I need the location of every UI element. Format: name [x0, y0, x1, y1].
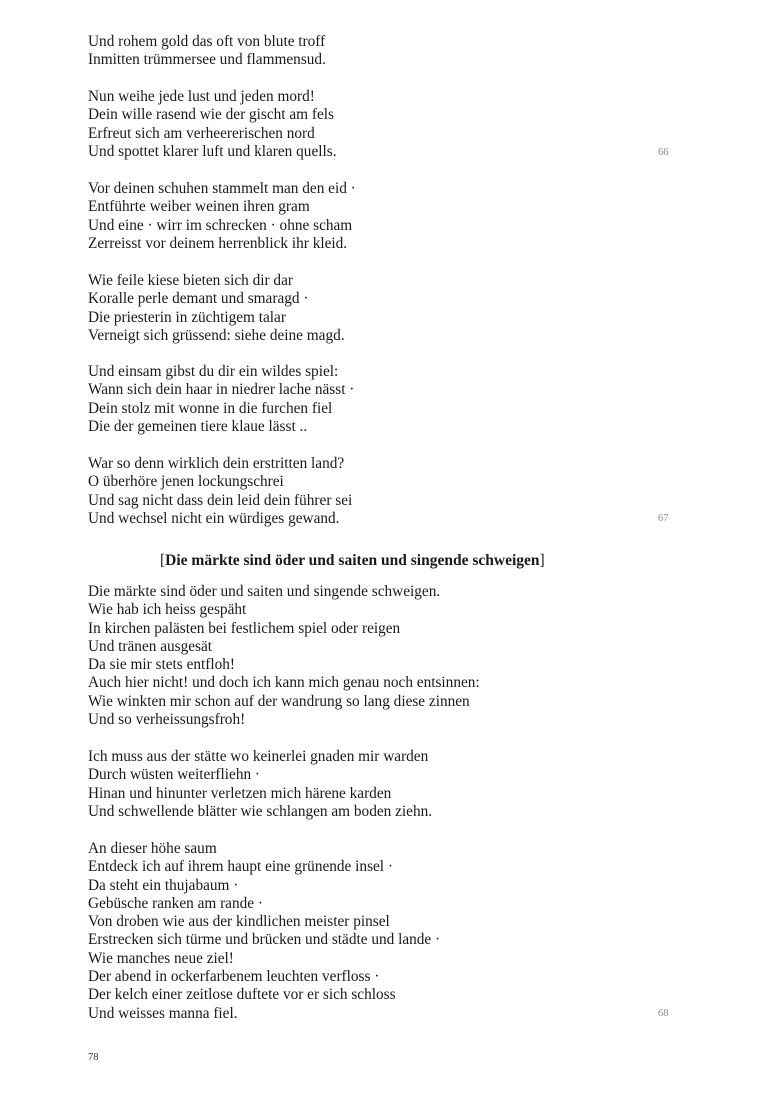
verse-line: Der abend in ockerfarbenem leuchten verfloss ·	[88, 968, 380, 986]
verse-line: Die der gemeinen tiere klaue lässt ..	[88, 417, 308, 435]
verse-line: Und so verheissungsfroh!	[88, 711, 246, 729]
verse-line: War so denn wirklich dein erstritten land?	[88, 455, 345, 472]
title-bracket-open: [	[160, 552, 166, 569]
verse-line: Und spottet klarer luft und klaren quells.	[88, 142, 337, 160]
verse-line: Wie feile kiese bieten sich dir dar	[88, 272, 293, 289]
title-bracket-close: ]	[539, 552, 545, 569]
verse-line: Nun weihe jede lust und jeden mord!	[88, 88, 315, 105]
verse-line: An dieser höhe saum	[88, 840, 217, 857]
margin-line-number: 67	[658, 513, 669, 524]
page-number: 78	[88, 1052, 99, 1063]
stanza	[88, 748, 432, 821]
verse-line: Wie winkten mir schon auf der wandrung so lang diese zinnen	[88, 692, 470, 710]
verse-line: Und einsam gibst du dir ein wildes spiel:	[88, 363, 339, 380]
verse-line: Und wechsel nicht ein würdiges gewand.	[88, 509, 340, 527]
verse-line: Verneigt sich grüssend: siehe deine magd.	[88, 326, 345, 344]
margin-line-number: 68	[658, 1008, 669, 1019]
stanza	[88, 88, 337, 161]
stanza	[88, 272, 345, 345]
verse-line: Die priesterin in züchtigem talar	[88, 308, 286, 326]
verse-line: Hinan und hinunter verletzen mich härene karden	[88, 784, 392, 802]
verse-line: Entführte weiber weinen ihren gram	[88, 198, 310, 216]
verse-line: Die märkte sind öder und saiten und singende schweigen.	[88, 583, 441, 600]
verse-line: Der kelch einer zeitlose duftete vor er sich schloss	[88, 986, 396, 1004]
verse-line: Durch wüsten weiterfliehn ·	[88, 766, 261, 784]
margin-line-number: 66	[658, 147, 669, 158]
stanza	[88, 180, 356, 253]
stanza	[88, 840, 440, 1023]
verse-line: O überhöre jenen lockungschrei	[88, 473, 284, 491]
verse-line: Wie hab ich heiss gespäht	[88, 601, 247, 619]
verse-line: Von droben wie aus der kindlichen meister pinsel	[88, 913, 390, 931]
stanza	[88, 583, 480, 729]
verse-line: Dein wille rasend wie der gischt am fels	[88, 106, 334, 124]
stanza	[88, 455, 352, 528]
verse-line: In kirchen palästen bei festlichem spiel oder reigen	[88, 619, 401, 637]
verse-line: Gebüsche ranken am rande ·	[88, 894, 263, 912]
verse-line: Dein stolz mit wonne in die furchen fiel	[88, 399, 333, 417]
verse-line: Vor deinen schuhen stammelt man den eid ·	[88, 180, 356, 197]
verse-line: Ich muss aus der stätte wo keinerlei gnaden mir warden	[88, 748, 429, 765]
verse-line: Und sag nicht dass dein leid dein führer sei	[88, 491, 353, 509]
verse-line: Wie manches neue ziel!	[88, 949, 234, 967]
verse-line: Und rohem gold das oft von blute troff	[88, 33, 326, 50]
verse-line: Und schwellende blätter wie schlangen am boden ziehn.	[88, 802, 433, 820]
verse-line: Da steht ein thujabaum ·	[88, 876, 239, 894]
stanza	[88, 363, 354, 436]
verse-line: Koralle perle demant und smaragd ·	[88, 290, 309, 308]
verse-line: Und eine · wirr im schrecken · ohne scham	[88, 216, 353, 234]
title-text: Die märkte sind öder und saiten und singende schweigen	[165, 552, 540, 569]
verse-line: Und tränen ausgesät	[88, 637, 213, 655]
verse-line: Auch hier nicht! und doch ich kann mich genau noch entsinnen:	[88, 674, 480, 692]
verse-line: Inmitten trümmersee und flammensud.	[88, 51, 326, 69]
verse-line: Und weisses manna fiel.	[88, 1004, 238, 1022]
stanza	[88, 33, 326, 70]
verse-line: Entdeck ich auf ihrem haupt eine grünende insel ·	[88, 858, 393, 876]
poem-title	[160, 551, 545, 571]
verse-line: Da sie mir stets entfloh!	[88, 656, 235, 674]
verse-line: Erstrecken sich türme und brücken und städte und lande ·	[88, 931, 441, 949]
verse-line: Erfreut sich am verheererischen nord	[88, 124, 315, 142]
verse-line: Zerreisst vor deinem herrenblick ihr kleid.	[88, 234, 348, 252]
verse-line: Wann sich dein haar in niedrer lache nässt ·	[88, 381, 355, 399]
